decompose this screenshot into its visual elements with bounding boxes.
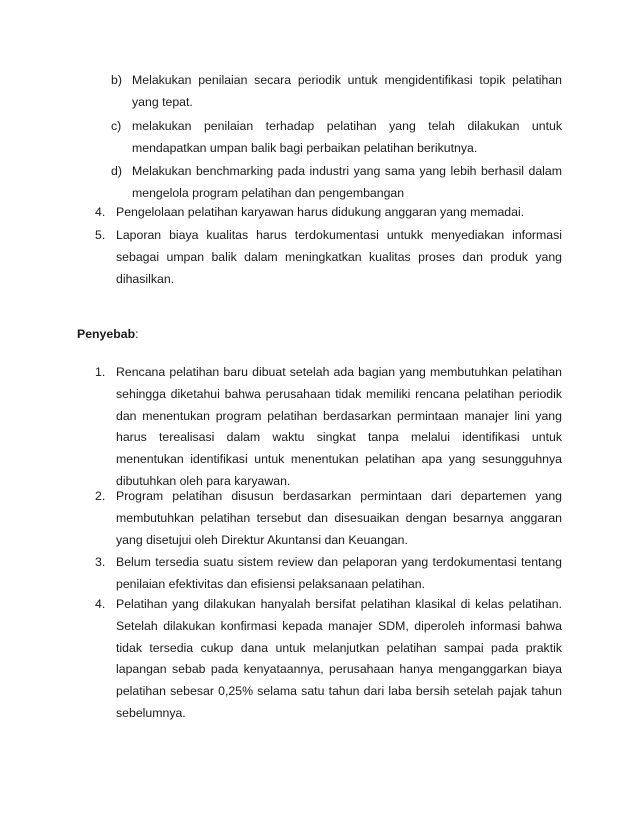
list-item-text: Pelatihan yang dilakukan hanyalah bersifat pelatihan klasikal di kelas pelatihan. Setelah dilakukan konfirmasi kepada manajer SDM, diperoleh informasi bahwa tidak tersedia cukup dana untuk melanjutkan pelatihan sampai pada praktik lapangan sebab pada kenyataannya, perusahaan hanya menganggarkan biaya pelatihan sebesar 0,25% selama satu tahun dari laba bersih setelah pajak tahun sebelumnya. — [116, 597, 562, 720]
section-heading-suffix: : — [135, 327, 139, 341]
list-item-text: Melakukan penilaian secara periodik untuk mengidentifikasi topik pelatihan yang tepat. — [132, 73, 562, 109]
list-marker: 3. — [95, 555, 106, 569]
section-heading-label: Penyebab — [77, 327, 136, 341]
section-heading — [77, 324, 139, 346]
list-marker: d) — [111, 164, 122, 178]
list-item-text: melakukan penilaian terhadap pelatihan yang telah dilakukan untuk mendapatkan umpan balik bagi perbaikan pelatihan berikutnya. — [132, 119, 562, 155]
list-item-text: Laporan biaya kualitas harus terdokumentasi untukk menyediakan informasi sebagai umpan balik dalam meningkatkan kualitas proses dan produk yang dihasilkan. — [116, 228, 562, 286]
list-marker: c) — [111, 119, 122, 133]
list-marker: 4. — [95, 205, 106, 219]
list-marker: 2. — [95, 489, 106, 503]
list-item-text: Program pelatihan disusun berdasarkan permintaan dari departemen yang membutuhkan pelatihan tersebut dan disesuaikan dengan besarnya anggaran yang disetujui oleh Direktur Akuntansi dan Keuangan. — [116, 489, 562, 547]
list-marker: b) — [111, 73, 122, 87]
list-item-text: Rencana pelatihan baru dibuat setelah ada bagian yang membutuhkan pelatihan sehingga diketahui bahwa perusahaan tidak memiliki rencana pelatihan periodik dan menentukan program pelatihan berdasarkan permintaan manajer lini yang harus terealisasi dalam waktu singkat tanpa melalui identifikasi untuk menentukan identifikasi untuk menentukan pelatihan apa yang sesungguhnya dibutuhkan oleh para karyawan. — [116, 365, 562, 488]
list-marker: 5. — [95, 228, 106, 242]
list-marker: 1. — [95, 365, 106, 379]
list-item-text: Pengelolaan pelatihan karyawan harus didukung anggaran yang memadai. — [116, 205, 525, 219]
list-item-text: Melakukan benchmarking pada industri yang sama yang lebih berhasil dalam mengelola program pelatihan dan pengembangan — [132, 164, 562, 200]
list-marker: 4. — [95, 597, 106, 611]
list-item-text: Belum tersedia suatu sistem review dan pelaporan yang terdokumentasi tentang penilaian efektivitas dan efisiensi pelaksanaan pelatihan. — [116, 555, 562, 591]
